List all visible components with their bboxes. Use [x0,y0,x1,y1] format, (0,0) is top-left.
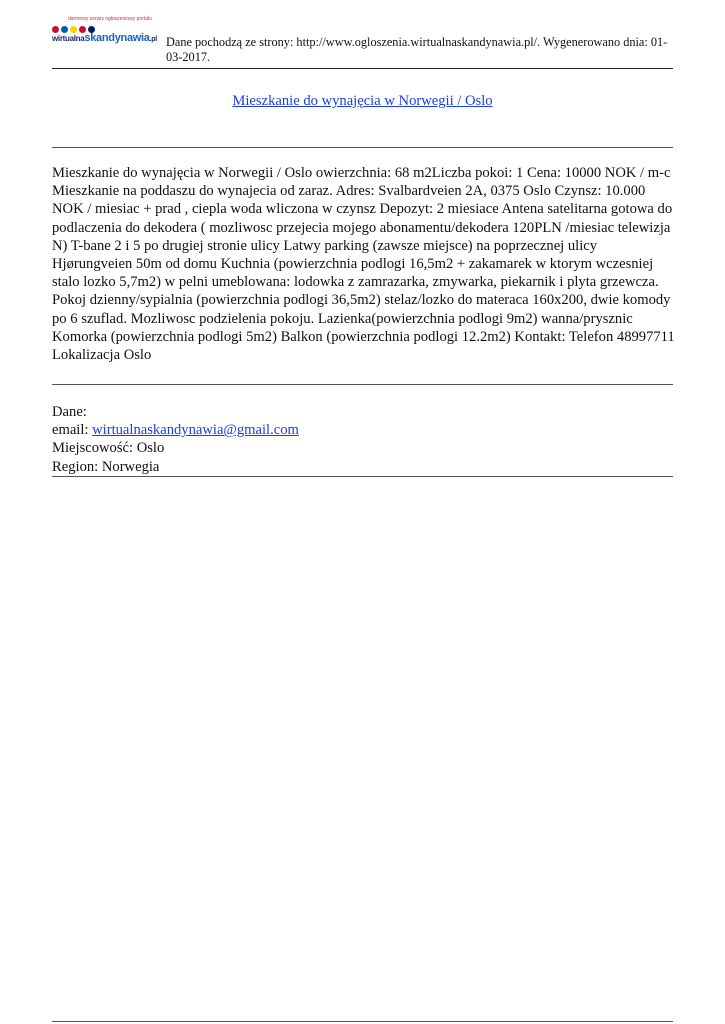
divider [52,147,673,148]
listing-description: Mieszkanie do wynajęcia w Norwegii / Oslo owierzchnia: 68 m2Liczba pokoi: 1 Cena: 10000 NOK / m-c Mieszkanie na poddaszu do wynajecia od zaraz. Adres: Svalbardveien 2A, 0375 Oslo Czynsz: 10.000 NOK / miesiac + prad , ciepla woda wliczona w czynsz Depozyt: 2 miesiace Antena satelitarna gotowa do podlaczenia do dekodera ( mozliwosc przejecia mojego abonamentu/dekodera 120PLN /miesiac telewizja N) T-bane 2 i 5 po drugiej stronie ulicy Latwy parking (zawsze miejsce) na poprzecznej ulicy Hjørungveien 50m od domu Kuchnia (powierzchnia podlogi 16,5m2 + zakamarek w ktorym wczesniej stalo lozko 5,7m2) w pelni umeblowana: lodowka z zamrazarka, zmywarka, piekarnik i plyta grzewcza. Pokoj dzienny/sypialnia (powierzchnia podlogi 36,5m2) stelaz/lozko do materaca 160x200, dwie komody po 6 szuflad. Mozliwosc podzielenia pokoju. Lazienka(powierzchnia podlogi 9m2) wanna/prysznic Komorka (powierzchnia podlogi 5m2) Balkon (powierzchnia podlogi 12.2m2) Kontakt: Telefon 48997711 Lokalizacja Oslo [52,165,675,364]
footer-divider [52,1021,673,1022]
source-note: Dane pochodzą ze strony: http://www.ogloszenia.wirtualnaskandynawia.pl/. Wygenerowano dnia: 01-03-2017. [166,35,668,64]
logo-wordmark: wirtualnaskandynawia.pl [52,32,157,44]
divider [52,384,673,385]
region-line: Region: Norwegia [52,458,160,475]
divider [52,476,673,477]
logo-tagline: darmowy serwis ogłoszeniowy portalu [68,16,152,22]
page-header [52,14,673,69]
contact-details [52,403,673,476]
email-line [52,421,673,439]
listing-title-link[interactable]: Mieszkanie do wynajęcia w Norwegii / Oslo [232,93,493,109]
site-logo [52,14,162,54]
email-link[interactable]: wirtualnaskandynawia@gmail.com [92,422,299,439]
city-line: Miejscowość: Oslo [52,440,165,457]
contact-heading: Dane: [52,404,87,420]
email-label: email: [52,422,93,439]
